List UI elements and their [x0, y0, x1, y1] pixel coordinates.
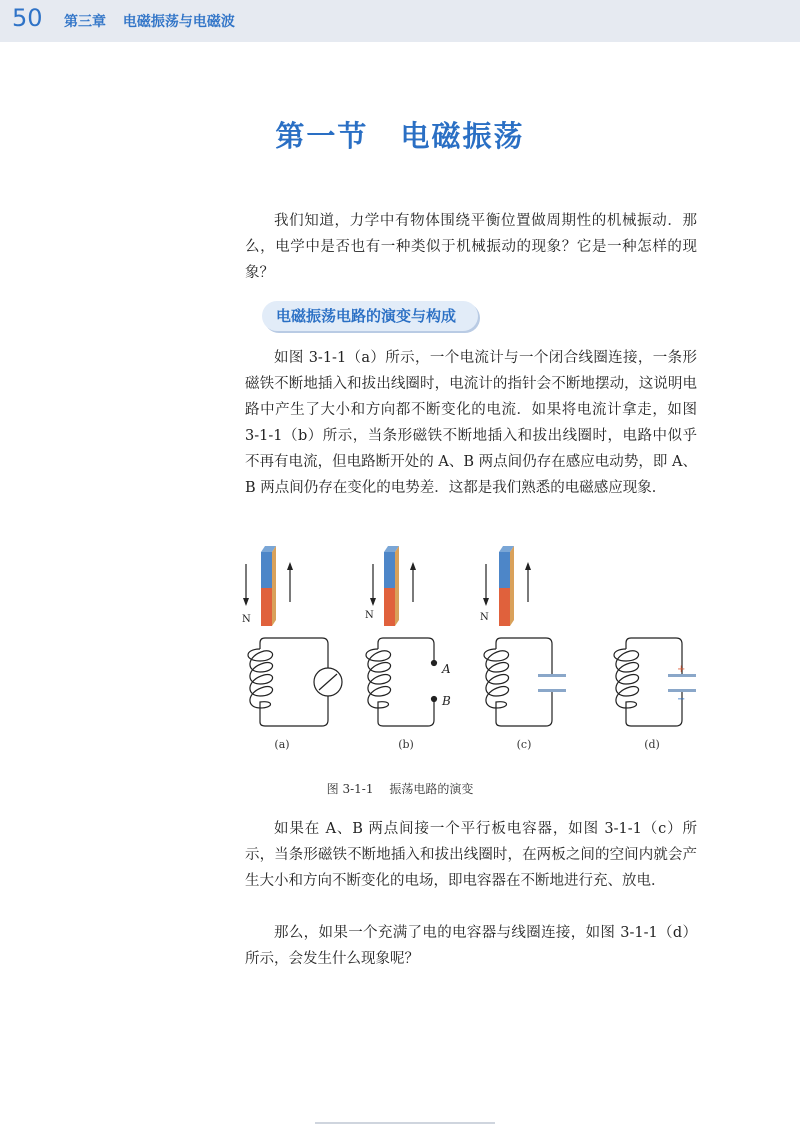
circuit-b	[366, 638, 437, 726]
magnet-c	[480, 546, 531, 626]
magnet-b	[365, 546, 416, 626]
panel-label-a: (a)	[274, 738, 290, 751]
page-number: 50	[12, 4, 43, 32]
pole-label-c: N	[480, 612, 489, 623]
chapter-heading	[64, 11, 247, 31]
running-header	[0, 0, 800, 42]
minus-sign: −	[677, 694, 686, 705]
terminal-a-label: A	[442, 662, 451, 676]
intro-paragraph: 我们知道，力学中有物体围绕平衡位置做周期性的机械振动．那么，电学中是否也有一种类似于机械振动的现象？它是一种怎样的现象？	[245, 213, 697, 281]
footer-divider	[315, 1122, 495, 1124]
panel-label-d: (d)	[644, 738, 660, 751]
section-number: 第一节	[275, 119, 369, 153]
charged-plate-bottom	[668, 689, 696, 692]
circuit-figure	[234, 536, 704, 766]
magnet-south-half	[261, 588, 272, 626]
section-title	[0, 114, 800, 155]
subheading: 电磁振荡电路的演变与构成	[262, 301, 478, 331]
capacitor-plate-bottom	[538, 689, 566, 692]
circuit-c	[484, 638, 552, 726]
magnet-a	[242, 546, 293, 626]
capacitor-plate-top	[538, 674, 566, 677]
figure-caption-text: 振荡电路的演变	[389, 782, 474, 796]
plus-sign: +	[677, 664, 686, 675]
chapter-number: 第三章	[64, 14, 106, 30]
pole-label-b: N	[365, 610, 374, 621]
body-paragraph-3: 那么，如果一个充满了电的电容器与线圈连接，如图 3-1-1（d）所示，会发生什么现象呢？	[245, 925, 697, 967]
body-paragraph-2: 如果在 A、B 两点间接一个平行板电容器，如图 3-1-1（c）所示，当条形磁铁不断地插入和拔出线圈时，在两板之间的空间内就会产生大小和方向不断变化的电场，即电容器在不断地进行充、放电．	[245, 821, 697, 889]
terminal-b	[432, 697, 437, 702]
body-paragraph-1: 如图 3-1-1（a）所示，一个电流计与一个闭合线圈连接，一条形磁铁不断地插入和拔出线圈时，电流计的指针会不断地摆动，这说明电路中产生了大小和方向都不断变化的电流．如果将电流计拿走，如图 3-1-1（b）所示，当条形磁铁不断地插入和拔出线圈时，电路中似乎不再有电流，但电路断开处的 A、B 两点间仍存在感应电动势，即 A、B 两点间仍存在变化的电势差．这都是我们熟悉的电磁感应现象．	[245, 350, 697, 496]
panel-label-b: (b)	[398, 738, 414, 751]
pole-label-a: N	[242, 614, 251, 625]
panel-label-c: (c)	[516, 738, 532, 751]
figure-caption	[0, 780, 800, 797]
figure-number: 图 3-1-1	[326, 782, 374, 796]
terminal-a	[432, 661, 437, 666]
circuit-d	[614, 638, 682, 726]
circuit-a	[248, 638, 342, 726]
chapter-title: 电磁振荡与电磁波	[122, 14, 235, 30]
terminal-b-label: B	[442, 694, 451, 708]
section-name: 电磁振荡	[400, 119, 525, 153]
